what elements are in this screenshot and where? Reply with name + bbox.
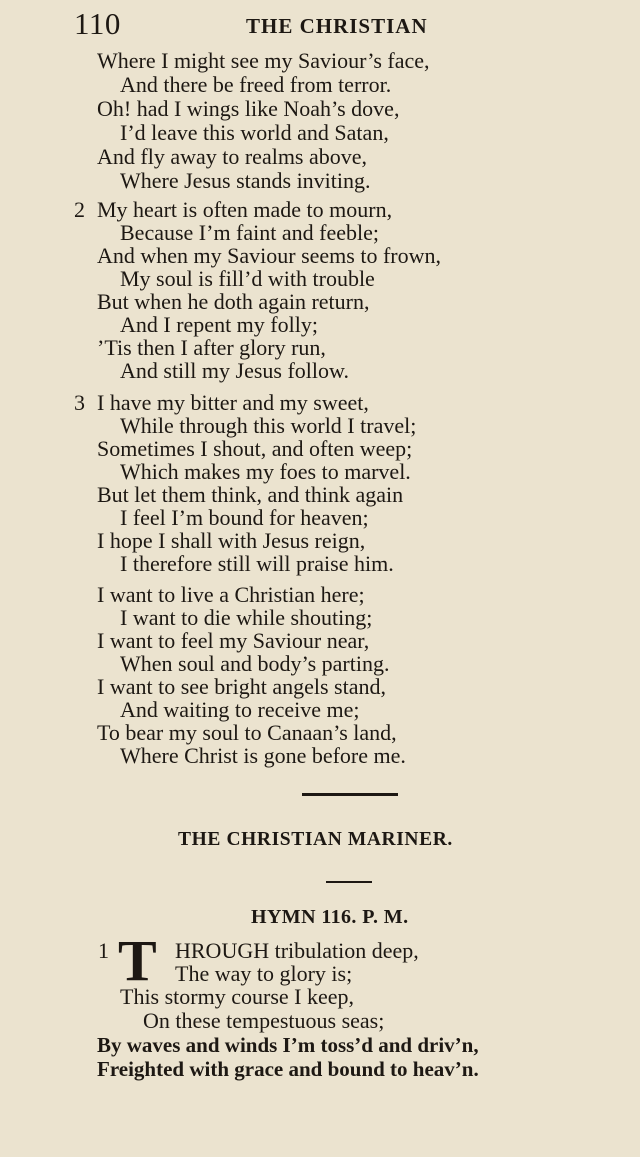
verse-line: I’d leave this world and Satan,	[120, 120, 389, 145]
verse-line: Where Christ is gone before me.	[120, 743, 406, 768]
stanza-number: 2	[74, 197, 85, 222]
verse-line: On these tempestuous seas;	[143, 1008, 385, 1033]
verse-line: I feel I’m bound for heaven;	[120, 505, 369, 530]
verse-line: But when he doth again return,	[97, 289, 370, 314]
verse-line: And I repent my folly;	[120, 312, 318, 337]
verse-line: And there be freed from terror.	[120, 72, 392, 97]
verse-line: To bear my soul to Canaan’s land,	[97, 720, 397, 745]
page-number: 110	[74, 6, 121, 41]
verse-line: My soul is fill’d with trouble	[120, 266, 375, 291]
verse-line: HROUGH tribulation deep,	[175, 938, 419, 963]
verse-line: I want to feel my Saviour near,	[97, 628, 370, 653]
verse-line: Where Jesus stands inviting.	[120, 168, 371, 193]
stanza-number: 1	[98, 938, 109, 963]
verse-line: And waiting to receive me;	[120, 697, 360, 722]
verse-line: When soul and body’s parting.	[120, 651, 390, 676]
verse-line: I want to live a Christian here;	[97, 582, 365, 607]
verse-line: While through this world I travel;	[120, 413, 417, 438]
verse-line: ’Tis then I after glory run,	[97, 335, 326, 360]
verse-line: By waves and winds I’m toss’d and driv’n,	[97, 1033, 479, 1057]
verse-line: The way to glory is;	[175, 961, 353, 986]
verse-line: I therefore still will praise him.	[120, 551, 394, 576]
stanza-number: 3	[74, 390, 85, 415]
running-title: THE CHRISTIAN	[246, 14, 428, 38]
verse-line: And fly away to realms above,	[97, 144, 368, 169]
verse-line: And still my Jesus follow.	[120, 358, 349, 383]
verse-line: Which makes my foes to marvel.	[120, 459, 411, 484]
verse-line: I want to see bright angels stand,	[97, 674, 386, 699]
verse-line: I have my bitter and my sweet,	[97, 390, 369, 415]
verse-line: Where I might see my Saviour’s face,	[97, 48, 430, 73]
verse-line: Oh! had I wings like Noah’s dove,	[97, 96, 400, 121]
verse-line: Because I’m faint and feeble;	[120, 220, 379, 245]
verse-line: Sometimes I shout, and often weep;	[97, 436, 413, 461]
hymn-heading: HYMN 116. P. M.	[251, 906, 409, 928]
drop-cap: T	[118, 928, 157, 993]
verse-line: I want to die while shouting;	[120, 605, 373, 630]
verse-line: I hope I shall with Jesus reign,	[97, 528, 366, 553]
verse-line: And when my Saviour seems to frown,	[97, 243, 442, 268]
verse-line: This stormy course I keep,	[120, 984, 354, 1009]
section-title: THE CHRISTIAN MARINER.	[178, 829, 453, 850]
verse-line: But let them think, and think again	[97, 482, 404, 507]
verse-line: Freighted with grace and bound to heav’n.	[97, 1057, 479, 1081]
verse-line: My heart is often made to mourn,	[97, 197, 393, 222]
divider-rule-short	[326, 881, 372, 883]
divider-rule	[302, 793, 398, 796]
